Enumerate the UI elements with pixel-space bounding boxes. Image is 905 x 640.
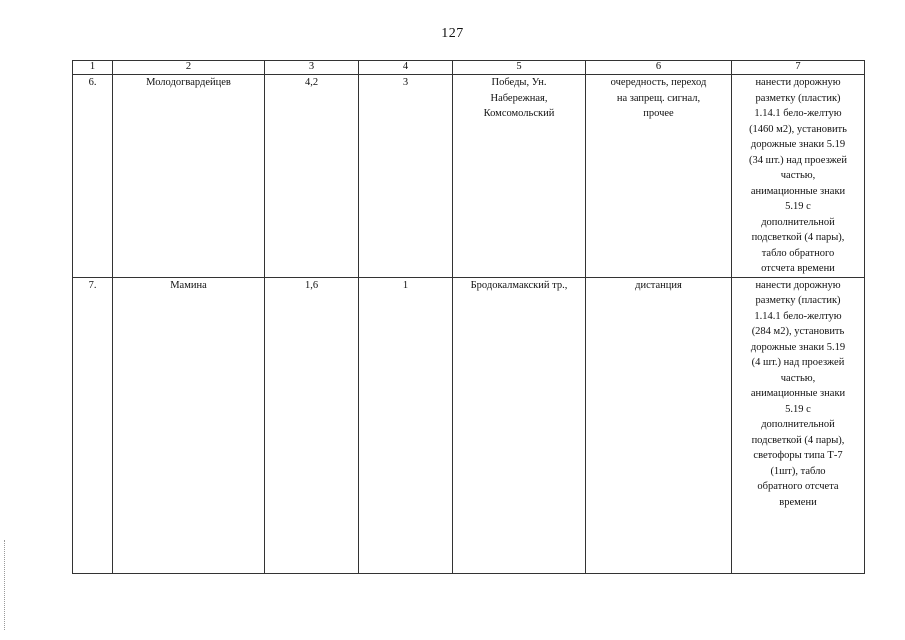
scan-margin-mark [4, 540, 6, 630]
column-header-6: 6 [586, 61, 732, 75]
intersections-cell: Победы, Ун. Набережная, Комсомольский [453, 75, 586, 278]
length-cell: 4,2 [265, 75, 359, 278]
problems-cell: очередность, переход на запрещ. сигнал, прочее [586, 75, 732, 278]
count-cell: 1 [359, 277, 453, 573]
count-cell: 3 [359, 75, 453, 278]
measures-cell: нанести дорожную разметку (пластик) 1.14.1 бело-желтую (284 м2), установить дорожные знаки 5.19 (4 шт.) над проезжей частью, анимационные знаки 5.19 с дополнительной подсветкой (4 пары), светофоры типа Т-7 (1шт), табло обратного отсчета времени [732, 277, 865, 573]
length-cell: 1,6 [265, 277, 359, 573]
row-number-cell: 6. [73, 75, 113, 278]
measures-table [72, 60, 865, 574]
intersections-cell: Бродокалмакский тр., [453, 277, 586, 573]
street-cell: Молодогвардейцев [113, 75, 265, 278]
street-cell: Мамина [113, 277, 265, 573]
table-header-row [73, 61, 865, 75]
problems-cell: дистанция [586, 277, 732, 573]
column-header-1: 1 [73, 61, 113, 75]
column-header-5: 5 [453, 61, 586, 75]
column-header-4: 4 [359, 61, 453, 75]
row-number-cell: 7. [73, 277, 113, 573]
column-header-2: 2 [113, 61, 265, 75]
column-header-3: 3 [265, 61, 359, 75]
page-number: 127 [441, 26, 464, 41]
table-row [73, 277, 865, 573]
table-row [73, 75, 865, 278]
measures-cell: нанести дорожную разметку (пластик) 1.14.1 бело-желтую (1460 м2), установить дорожные знаки 5.19 (34 шт.) над проезжей частью, анимационные знаки 5.19 с дополнительной подсветкой (4 пары), табло обратного отсчета времени [732, 75, 865, 278]
column-header-7: 7 [732, 61, 865, 75]
